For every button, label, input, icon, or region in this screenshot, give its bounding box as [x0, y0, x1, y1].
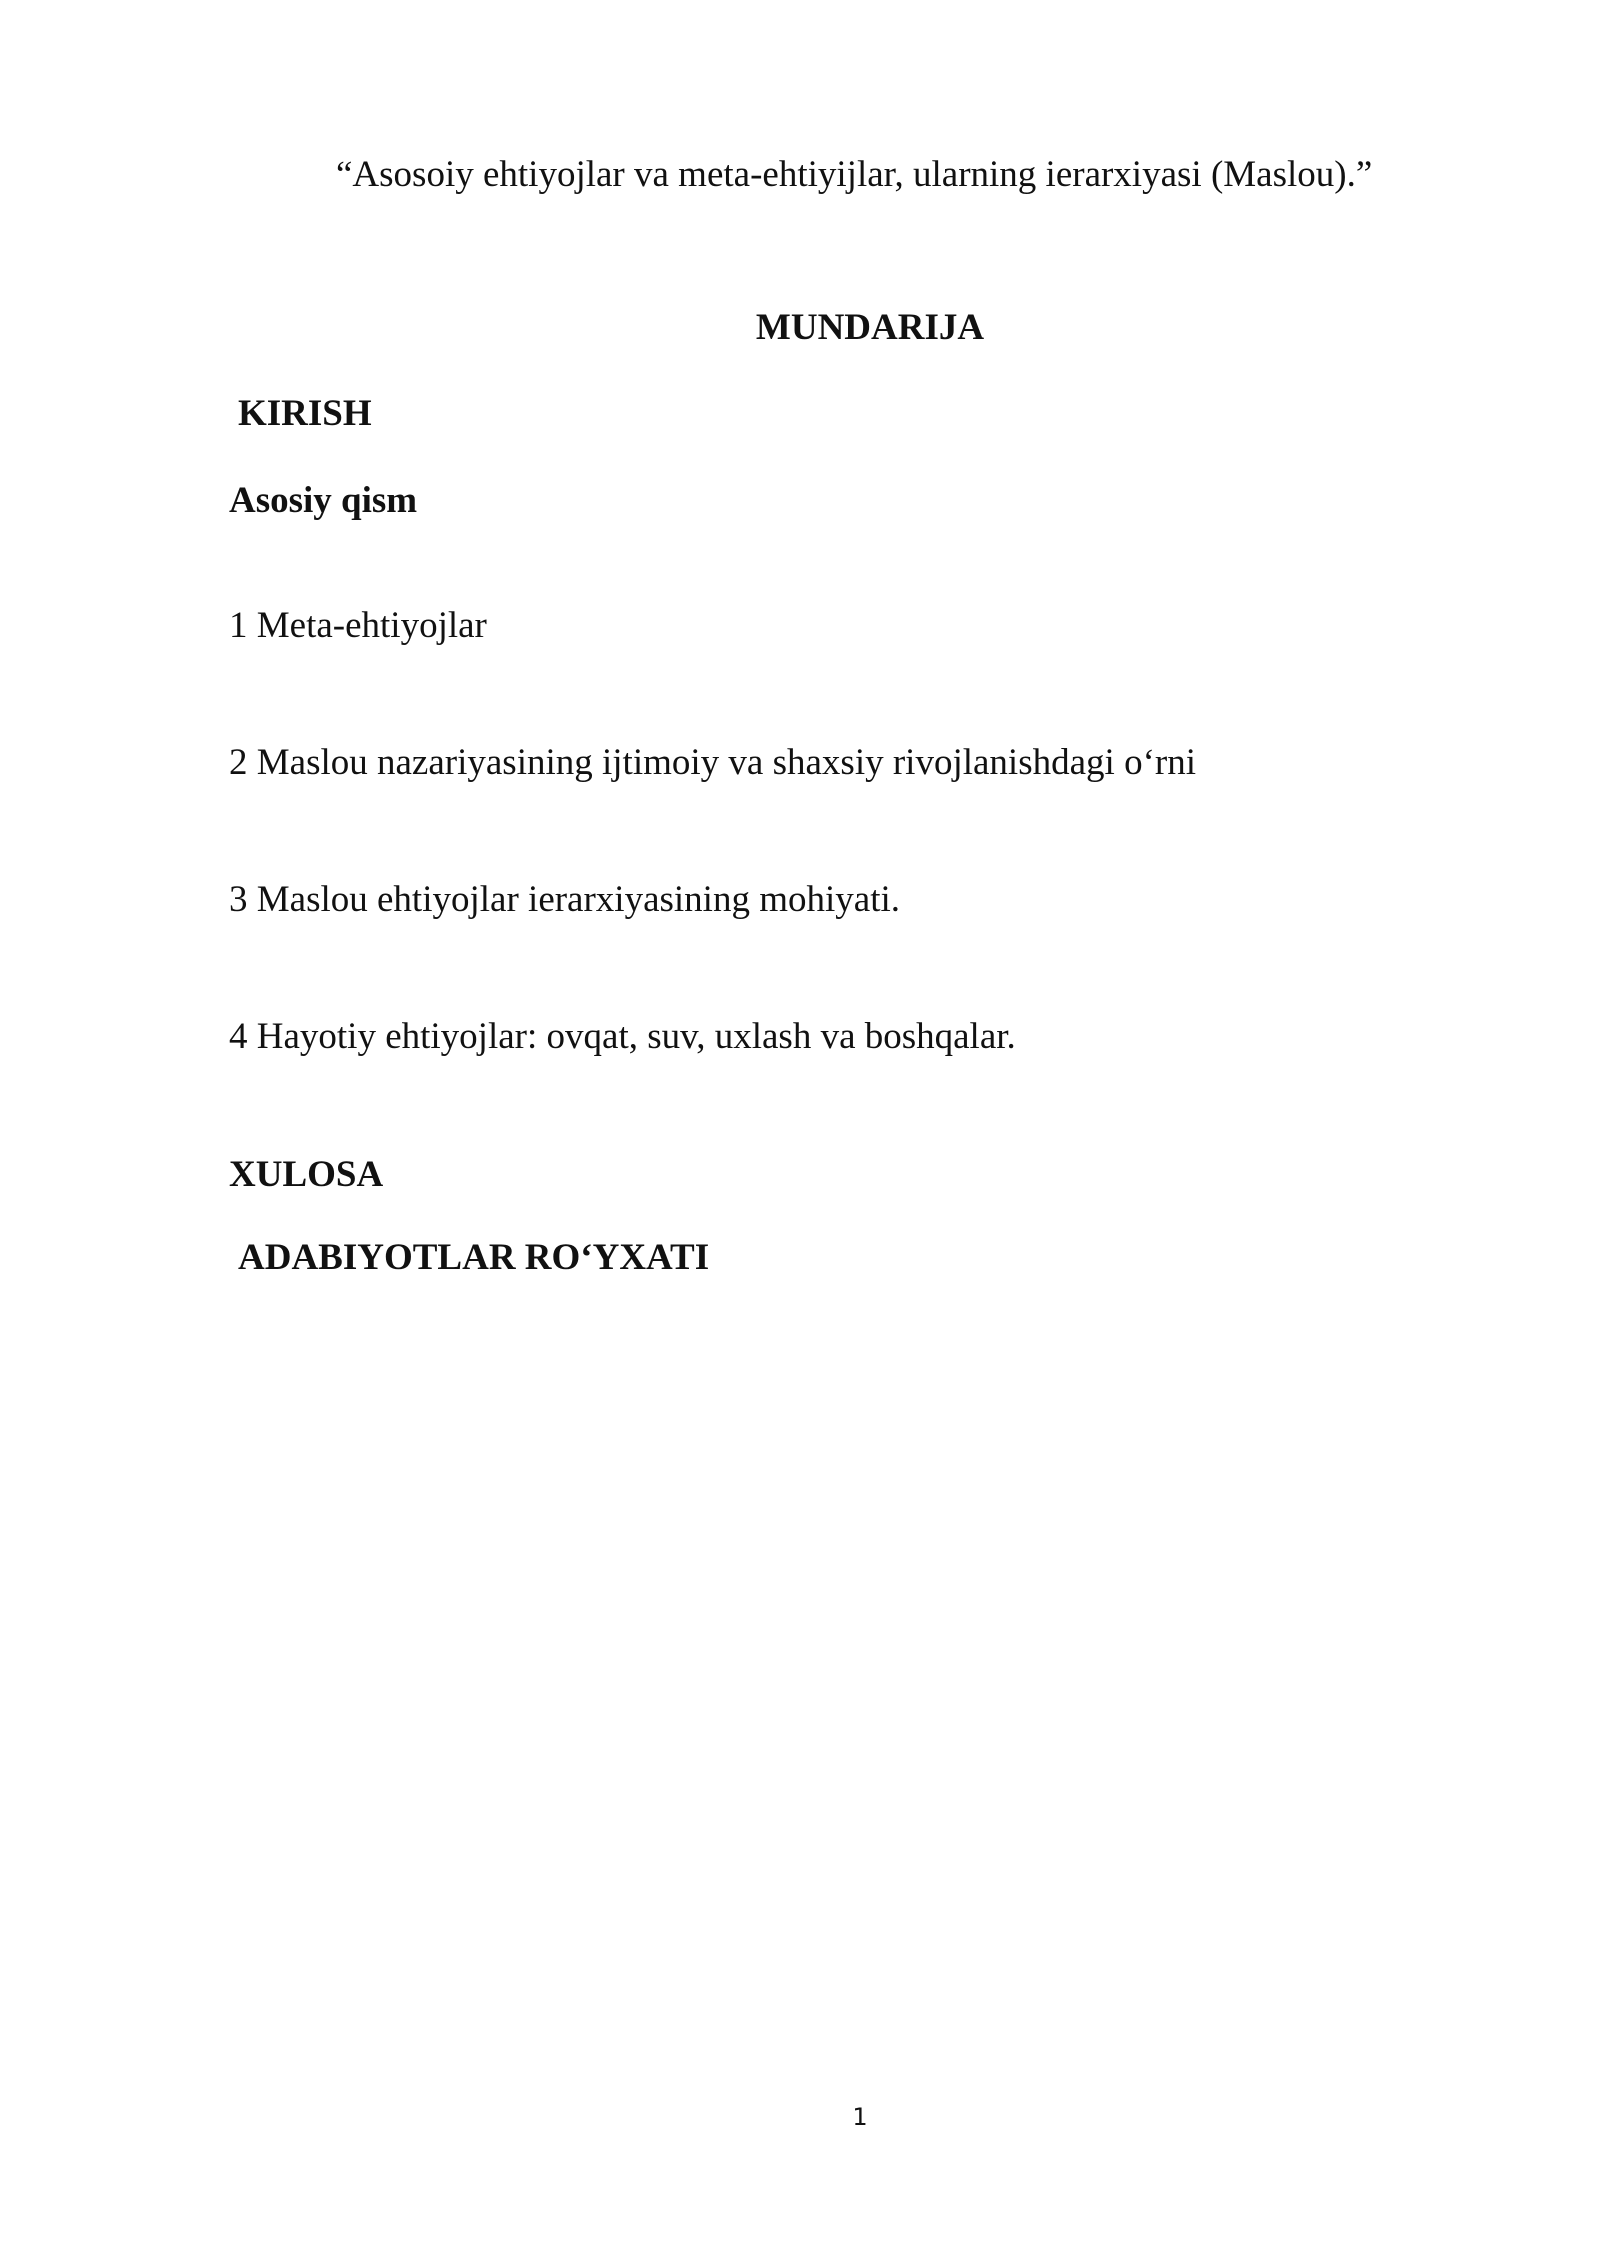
toc-item-4: 4 Hayotiy ehtiyojlar: ovqat, suv, uxlash va boshqalar.: [229, 1016, 1016, 1057]
toc-references: ADABIYOTLAR RO‘YXATI: [238, 1237, 710, 1278]
toc-conclusion: XULOSA: [229, 1154, 384, 1195]
toc-introduction: KIRISH: [238, 393, 372, 434]
contents-heading: MUNDARIJA: [755, 307, 985, 348]
toc-item-3: 3 Maslou ehtiyojlar ierarxiyasining mohiyati.: [229, 879, 901, 920]
toc-item-1: 1 Meta-ehtiyojlar: [229, 605, 487, 646]
toc-item-2: 2 Maslou nazariyasining ijtimoiy va shaxsiy rivojlanishdagi o‘rni: [229, 742, 1196, 783]
toc-main-part: Asosiy qism: [229, 480, 418, 521]
document-title: “Asosoiy ehtiyojlar va meta-ehtiyijlar, ularning ierarxiyasi (Maslou).”: [336, 154, 1373, 195]
page-number: 1: [852, 2103, 868, 2131]
